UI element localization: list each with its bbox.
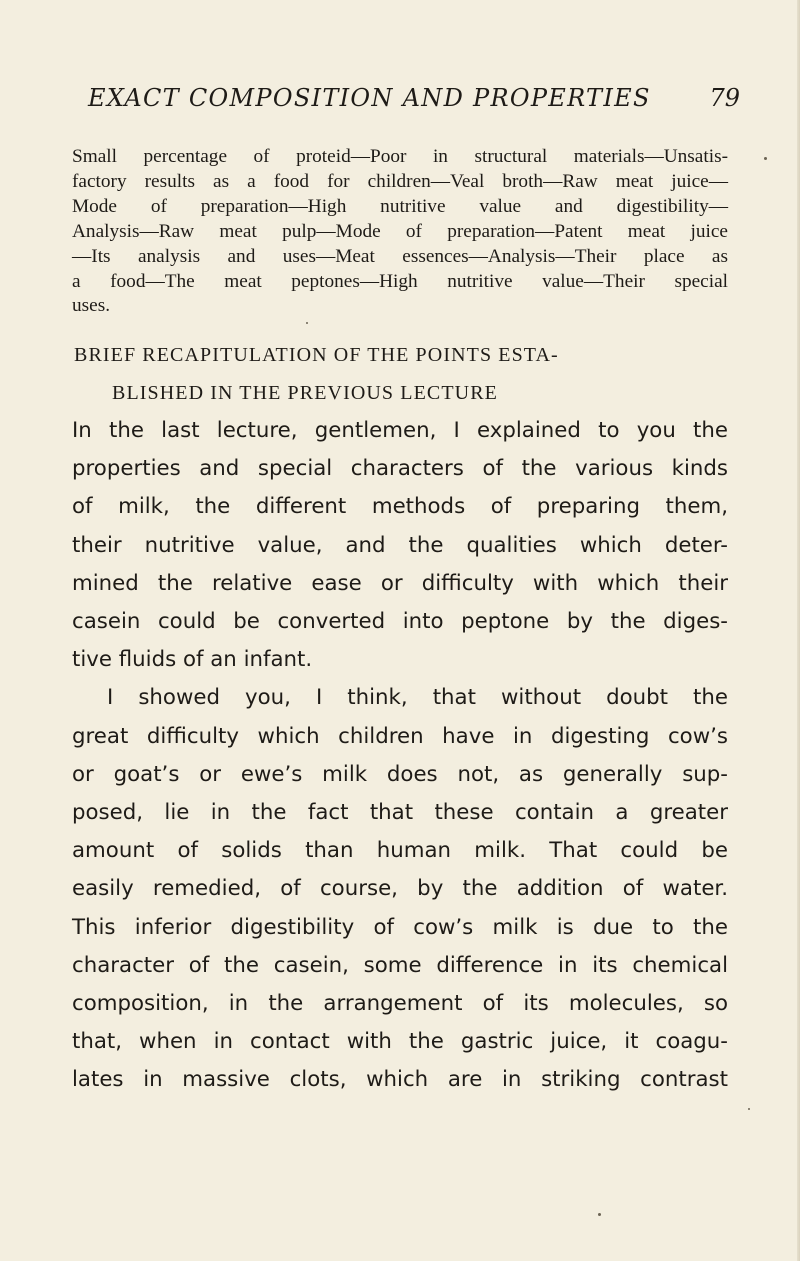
body-line: mined the relative ease or difficulty with which their bbox=[72, 570, 728, 596]
synopsis-line: uses. bbox=[72, 295, 111, 317]
synopsis-line: Mode of preparation—High nutritive value and digestibility— bbox=[72, 195, 728, 217]
body-line: easily remedied, of course, by the addition of water. bbox=[72, 876, 728, 902]
section-heading-line-2: BLISHED IN THE PREVIOUS LECTURE bbox=[112, 382, 498, 404]
body-line: tive fluids of an infant. bbox=[72, 647, 313, 673]
body-line: properties and special characters of the various kinds bbox=[72, 456, 728, 482]
body-line: lates in massive clots, which are in striking contrast bbox=[72, 1067, 728, 1093]
body-line: posed, lie in the fact that these contain a greater bbox=[72, 800, 728, 826]
paper-speck bbox=[764, 157, 767, 160]
synopsis-line: —Its analysis and uses—Meat essences—Analysis—Their place as bbox=[72, 245, 728, 267]
page-number: 79 bbox=[709, 84, 740, 112]
body-line: that, when in contact with the gastric juice, it coagu- bbox=[72, 1029, 728, 1055]
body-line: their nutritive value, and the qualities which deter- bbox=[72, 532, 728, 558]
body-text bbox=[72, 412, 728, 1100]
synopsis-line: a food—The meat peptones—High nutritive value—Their special bbox=[72, 270, 728, 292]
paper-speck bbox=[598, 1213, 601, 1216]
section-heading bbox=[72, 336, 728, 412]
synopsis-line: factory results as a food for children—Veal broth—Raw meat juice— bbox=[72, 170, 728, 192]
synopsis-line: Small percentage of proteid—Poor in structural materials—Unsatis- bbox=[72, 146, 728, 167]
body-line: This inferior digestibility of cow’s milk is due to the bbox=[72, 914, 728, 940]
synopsis-line: Analysis—Raw meat pulp—Mode of preparation—Patent meat juice bbox=[72, 220, 728, 242]
body-line: character of the casein, some difference in its chemical bbox=[72, 952, 728, 978]
body-line: amount of solids than human milk. That could be bbox=[72, 838, 728, 864]
body-line: I showed you, I think, that without doubt the bbox=[107, 685, 728, 711]
body-line: or goat’s or ewe’s milk does not, as generally sup- bbox=[72, 761, 728, 787]
section-heading-line-1: BRIEF RECAPITULATION OF THE POINTS ESTA- bbox=[74, 344, 559, 366]
body-line: of milk, the different methods of preparing them, bbox=[72, 494, 728, 520]
paper-speck bbox=[748, 1108, 750, 1110]
chapter-synopsis bbox=[72, 145, 728, 319]
body-line: composition, in the arrangement of its molecules, so bbox=[72, 991, 728, 1017]
body-line: great difficulty which children have in digesting cow’s bbox=[72, 723, 728, 749]
running-head-title: EXACT COMPOSITION AND PROPERTIES bbox=[88, 84, 651, 112]
body-line: In the last lecture, gentlemen, I explained to you the bbox=[72, 418, 728, 443]
paper-speck bbox=[306, 322, 308, 324]
running-head bbox=[88, 84, 740, 124]
body-line: casein could be converted into peptone by the diges- bbox=[72, 609, 728, 635]
